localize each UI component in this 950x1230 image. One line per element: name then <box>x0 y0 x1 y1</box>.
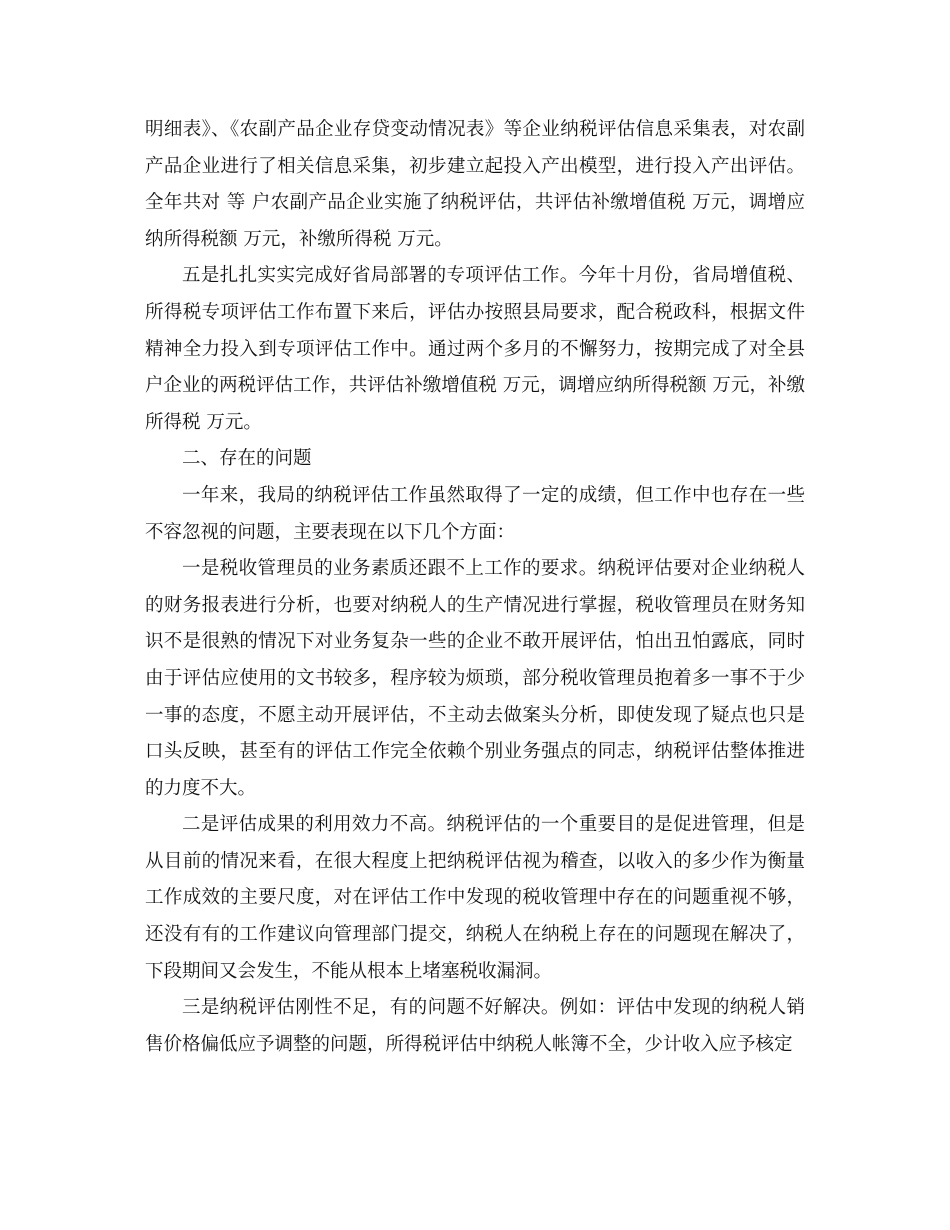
document-body <box>145 112 805 1063</box>
paragraph-problem-three: 三是纳税评估刚性不足，有的问题不好解决。例如：评估中发现的纳税人销售价格偏低应予调整的问题，所得税评估中纳税人帐簿不全，少计收入应予核定 <box>145 997 805 1055</box>
section-heading-problems: 二、存在的问题 <box>182 448 312 470</box>
paragraph-problems-intro: 一年来，我局的纳税评估工作虽然取得了一定的成绩，但工作中也存在一些不容忽视的问题，主要表现在以下几个方面： <box>145 484 805 543</box>
paragraph-problem-two: 二是评估成果的利用效力不高。纳税评估的一个重要目的是促进管理，但是从目前的情况来看，在很大程度上把纳税评估视为稽查，以收入的多少作为衡量工作成效的主要尺度，对在评估工作中发现的税收管理中存在的问题重视不够，还没有有的工作建议向管理部门提交，纳税人在纳税上存在的问题现在解决了，下段期间又会发生，不能从根本上堵塞税收漏洞。 <box>145 814 805 982</box>
paragraph-problem-one: 一是税收管理员的业务素质还跟不上工作的要求。纳税评估要对企业纳税人的财务报表进行分析，也要对纳税人的生产情况进行掌握，税收管理员在财务知识不是很熟的情况下对业务复杂一些的企业不敢开展评估，怕出丑怕露底，同时由于评估应使用的文书较多，程序较为烦琐，部分税收管理员抱着多一事不于少一事的态度，不愿主动开展评估，不主动去做案头分析，即使发现了疑点也只是口头反映，甚至有的评估工作完全依赖个别业务强点的同志，纳税评估整体推进的力度不大。 <box>145 558 805 799</box>
paragraph-continuation: 明细表》、《农副产品企业存贷变动情况表》等企业纳税评估信息采集表，对农副产品企业进行了相关信息采集，初步建立起投入产出模型，进行投入产出评估。全年共对 等 户农副产品企业实施了纳税评估，共评估补缴增值税 万元，调增应纳所得税额 万元，补缴所得税 万元。 <box>145 119 805 250</box>
paragraph-special-assessment: 五是扎扎实实完成好省局部署的专项评估工作。今年十月份，省局增值税、所得税专项评估工作布置下来后，评估办按照县局要求，配合税政科，根据文件精神全力投入到专项评估工作中。通过两个多月的不懈努力，按期完成了对全县 户企业的两税评估工作，共评估补缴增值税 万元，调增应纳所得税额 万元，补缴所得税 万元。 <box>145 265 805 433</box>
